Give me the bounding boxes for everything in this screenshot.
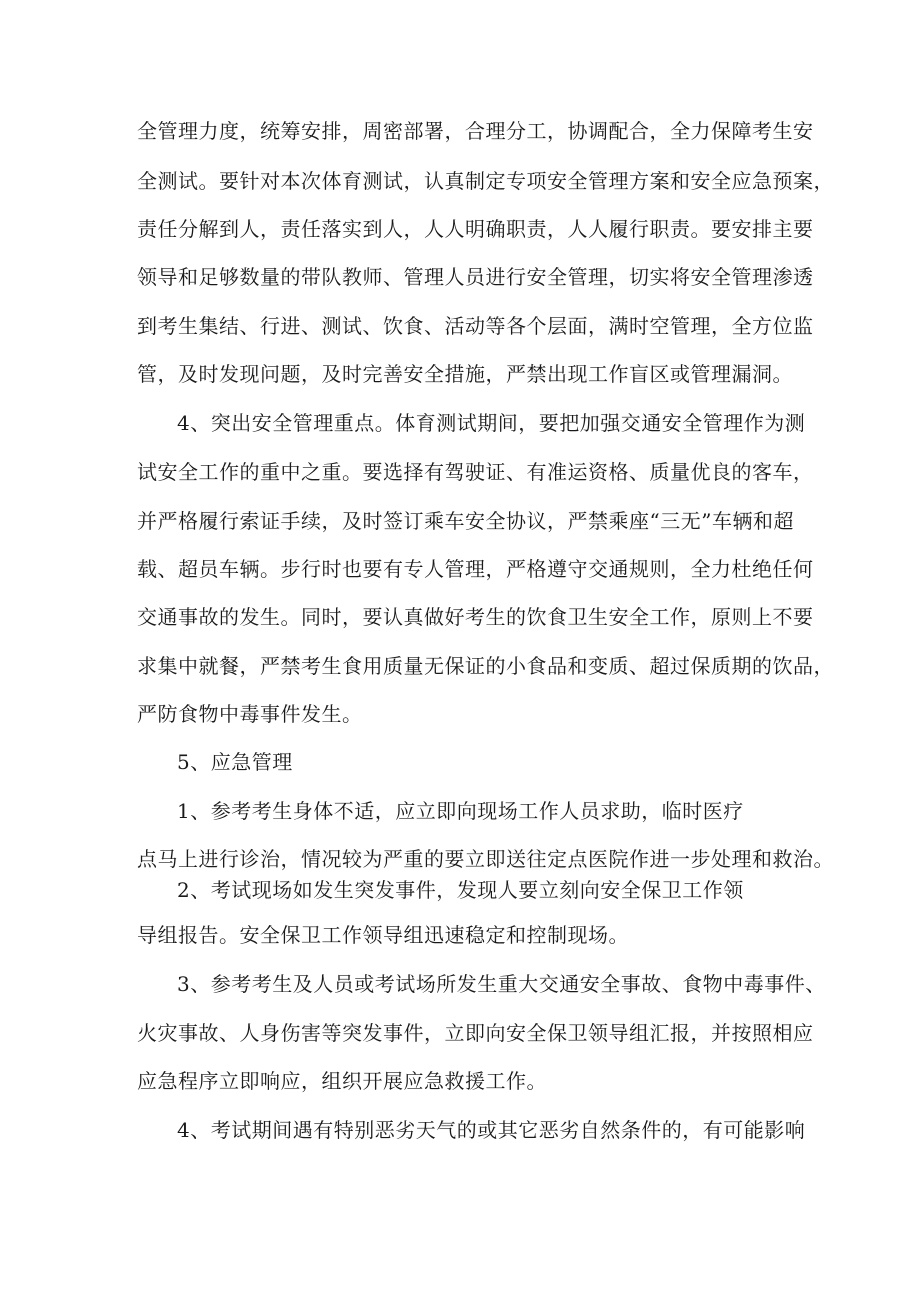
text-line: 全测试。要针对本次体育测试，认真制定专项安全管理方案和安全应急预案， bbox=[137, 169, 834, 193]
text-line: 应急程序立即响应，组织开展应急救援工作。 bbox=[137, 1069, 547, 1093]
text-line: 4、考试期间遇有特别恶劣天气的或其它恶劣自然条件的，有可能影响 bbox=[177, 1118, 806, 1142]
text-line: 交通事故的发生。同时，要认真做好考生的饮食卫生安全工作，原则上不要 bbox=[137, 605, 814, 629]
text-line: 3、参考考生及人员或考试场所发生重大交通安全事故、食物中毒事件、 bbox=[177, 972, 826, 996]
text-line: 责任分解到人，责任落实到人，人人明确职责，人人履行职责。要安排主要 bbox=[137, 217, 814, 241]
text-line: 到考生集结、行进、测试、饮食、活动等各个层面，满时空管理，全方位监 bbox=[137, 314, 814, 338]
text-line: 严防食物中毒事件发生。 bbox=[137, 702, 363, 726]
text-line: 试安全工作的重中之重。要选择有驾驶证、有准运资格、质量优良的客车， bbox=[137, 460, 814, 484]
text-line: 领导和足够数量的带队教师、管理人员进行安全管理，切实将安全管理渗透 bbox=[137, 265, 814, 289]
text-line: 导组报告。安全保卫工作领导组迅速稳定和控制现场。 bbox=[137, 923, 629, 947]
text-line: 2、考试现场如发生突发事件，发现人要立刻向安全保卫工作领 bbox=[177, 878, 744, 902]
text-line: 求集中就餐，严禁考生食用质量无保证的小食品和变质、超过保质期的饮品， bbox=[137, 654, 834, 678]
text-line: 全管理力度，统筹安排，周密部署，合理分工，协调配合，全力保障考生安 bbox=[137, 119, 814, 143]
text-line: 点马上进行诊治，情况较为严重的要立即送往定点医院作进一步处理和救治。 bbox=[137, 847, 834, 871]
text-line: 载、超员车辆。步行时也要有专人管理，严格遵守交通规则，全力杜绝任何 bbox=[137, 557, 814, 581]
section-heading: 5、应急管理 bbox=[177, 750, 293, 774]
text-line: 并严格履行索证手续，及时签订乘车安全协议，严禁乘座“三无”车辆和超 bbox=[137, 509, 794, 533]
text-line: 管，及时发现问题，及时完善安全措施，严禁出现工作盲区或管理漏洞。 bbox=[137, 362, 793, 386]
text-line: 4、突出安全管理重点。体育测试期间，要把加强交通安全管理作为测 bbox=[177, 411, 806, 435]
text-line: 火灾事故、人身伤害等突发事件，立即向安全保卫领导组汇报，并按照相应 bbox=[137, 1021, 814, 1045]
text-line: 1、参考考生身体不适，应立即向现场工作人员求助，临时医疗 bbox=[177, 799, 744, 823]
